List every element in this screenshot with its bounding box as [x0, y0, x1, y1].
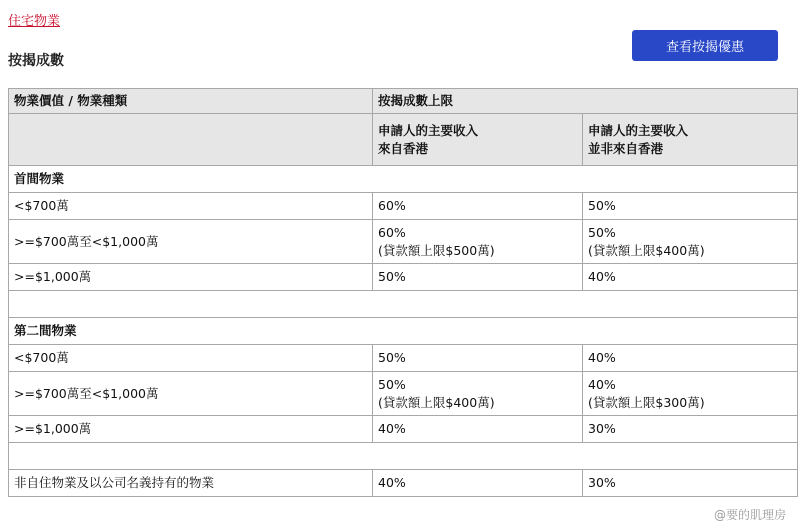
local-ratio: 50%	[373, 345, 583, 372]
watermark: @要的肌理房	[710, 506, 790, 523]
table-row	[9, 345, 798, 372]
row-label: >=$1,000萬	[9, 416, 373, 443]
loan-cap-note: (貸款額上限$500萬)	[378, 242, 495, 258]
nonlocal-ratio: 30%	[583, 416, 798, 443]
table-row	[9, 264, 798, 291]
section-title: 按揭成數	[8, 53, 64, 69]
mortgage-ratio-table	[8, 88, 798, 497]
group-second-property: 第二間物業	[9, 318, 798, 345]
local-ratio: 40%	[373, 416, 583, 443]
income-nonlocal-header: 申請人的主要收入 並非來自香港	[583, 114, 798, 166]
local-ratio: 60% (貸款額上限$500萬)	[373, 220, 583, 264]
nonlocal-ratio: 50% (貸款額上限$400萬)	[583, 220, 798, 264]
nonlocal-ratio: 30%	[583, 470, 798, 497]
row-label: >=$700萬至<$1,000萬	[9, 372, 373, 416]
row-label: >=$700萬至<$1,000萬	[9, 220, 373, 264]
header-blank-cell	[9, 114, 373, 166]
local-ratio: 40%	[373, 470, 583, 497]
row-label: 非自住物業及以公司名義持有的物業	[9, 470, 373, 497]
view-mortgage-offers-button[interactable]: 查看按揭優惠	[632, 30, 778, 61]
loan-cap-note: (貸款額上限$400萬)	[378, 394, 495, 410]
table-row	[9, 416, 798, 443]
local-ratio: 50%	[373, 264, 583, 291]
loan-cap-note: (貸款額上限$400萬)	[588, 242, 705, 258]
table-row	[9, 220, 798, 264]
group-first-property: 首間物業	[9, 166, 798, 193]
nonlocal-ratio: 40%	[583, 264, 798, 291]
max-ratio-header: 按揭成數上限	[373, 89, 798, 114]
nonlocal-ratio: 50%	[583, 193, 798, 220]
spacer-row	[9, 443, 798, 470]
local-ratio: 50% (貸款額上限$400萬)	[373, 372, 583, 416]
residential-property-link[interactable]: 住宅物業	[8, 14, 61, 29]
nonlocal-ratio: 40%	[583, 345, 798, 372]
nonlocal-ratio: 40% (貸款額上限$300萬)	[583, 372, 798, 416]
row-label: <$700萬	[9, 193, 373, 220]
local-ratio: 60%	[373, 193, 583, 220]
loan-cap-note: (貸款額上限$300萬)	[588, 394, 705, 410]
property-value-header: 物業價值 / 物業種類	[9, 89, 373, 114]
spacer-row	[9, 291, 798, 318]
table-row	[9, 193, 798, 220]
table-row	[9, 372, 798, 416]
row-label: <$700萬	[9, 345, 373, 372]
row-label: >=$1,000萬	[9, 264, 373, 291]
table-row	[9, 470, 798, 497]
income-local-header: 申請人的主要收入 來自香港	[373, 114, 583, 166]
